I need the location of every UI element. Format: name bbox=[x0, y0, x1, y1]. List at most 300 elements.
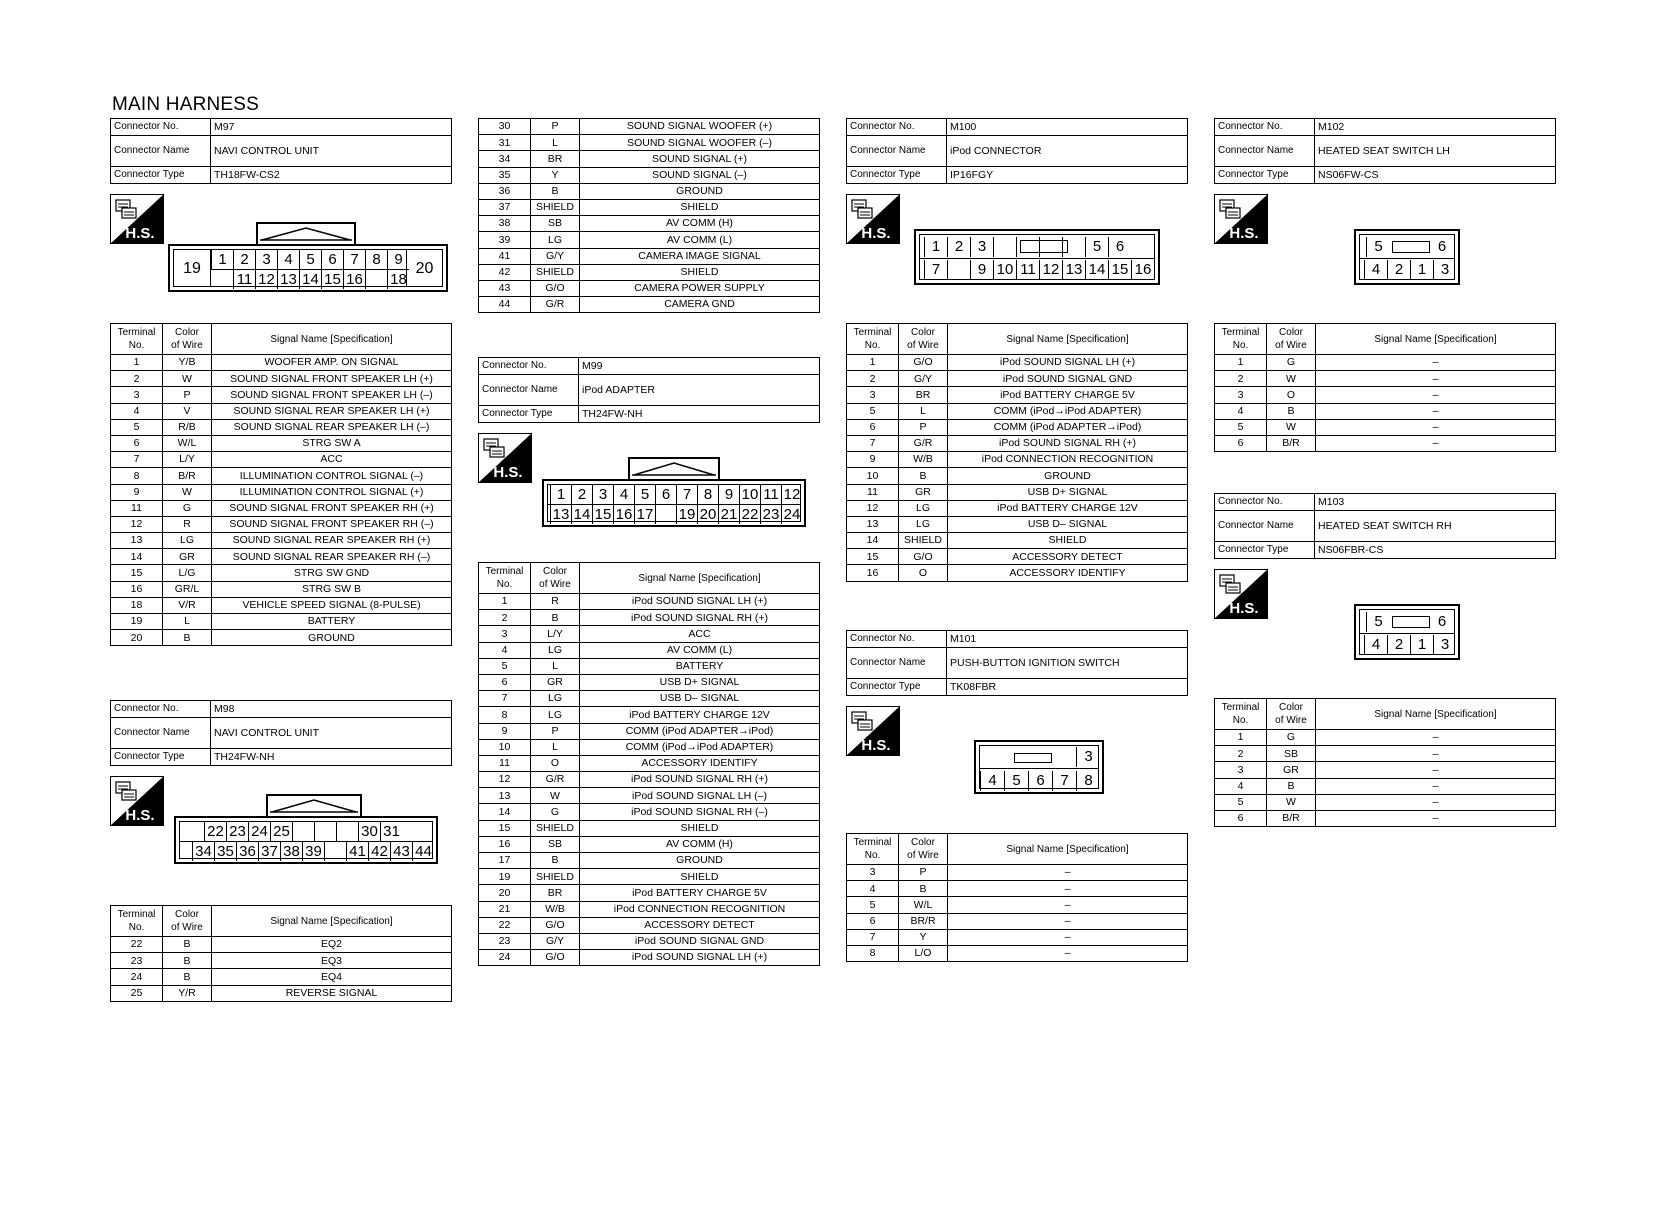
m97-connector-no: M97 bbox=[211, 119, 452, 136]
pin-cell: 4 bbox=[980, 771, 1004, 791]
signal-name: iPod SOUND SIGNAL RH (+) bbox=[580, 772, 820, 788]
wire-color: G/R bbox=[531, 297, 580, 313]
pin-cell: 38 bbox=[280, 842, 302, 861]
signal-name: EQ2 bbox=[212, 937, 452, 953]
header-terminal-no: Terminal No. bbox=[847, 324, 899, 355]
signal-name: EQ3 bbox=[212, 953, 452, 969]
pin-cell: 8 bbox=[365, 250, 387, 269]
table-row bbox=[847, 945, 1188, 961]
signal-name: – bbox=[1316, 403, 1556, 419]
wire-color: B bbox=[899, 881, 948, 897]
m98-connector-name: NAVI CONTROL UNIT bbox=[211, 718, 452, 749]
empty-pin bbox=[365, 270, 387, 289]
signal-name: iPod CONNECTION RECOGNITION bbox=[948, 452, 1188, 468]
pin-cell: 10 bbox=[993, 260, 1016, 280]
wire-color: G/Y bbox=[899, 371, 948, 387]
wire-color: W/L bbox=[899, 897, 948, 913]
signal-name: – bbox=[948, 929, 1188, 945]
table-row bbox=[479, 151, 820, 167]
signal-name: iPod CONNECTION RECOGNITION bbox=[580, 901, 820, 917]
wire-color: P bbox=[899, 865, 948, 881]
pin-cell: 17 bbox=[634, 505, 655, 524]
terminal-no: 20 bbox=[479, 885, 531, 901]
pin-cell: 35 bbox=[214, 842, 236, 861]
terminal-no: 10 bbox=[847, 468, 899, 484]
pin-cell: 14 bbox=[571, 505, 592, 524]
table-row bbox=[479, 723, 820, 739]
wire-color: G/Y bbox=[531, 248, 580, 264]
table-row bbox=[479, 950, 820, 966]
terminal-no: 2 bbox=[479, 610, 531, 626]
pin-cell: 5 bbox=[299, 250, 321, 269]
signal-name: USB D– SIGNAL bbox=[948, 516, 1188, 532]
wire-color: B bbox=[163, 969, 212, 985]
terminal-no: 2 bbox=[1215, 746, 1267, 762]
table-row bbox=[479, 594, 820, 610]
hs-label: H.S. bbox=[861, 225, 891, 242]
table-row bbox=[479, 280, 820, 296]
pin-cell: 24 bbox=[248, 822, 270, 841]
table-row bbox=[847, 881, 1188, 897]
hs-label: H.S. bbox=[1229, 600, 1259, 617]
terminal-no: 11 bbox=[111, 500, 163, 516]
signal-name: SOUND SIGNAL FRONT SPEAKER RH (+) bbox=[212, 500, 452, 516]
wire-color: LG bbox=[163, 533, 212, 549]
table-row bbox=[479, 885, 820, 901]
terminal-no: 42 bbox=[479, 264, 531, 280]
signal-name: ACC bbox=[212, 452, 452, 468]
pin-cell: 30 bbox=[358, 822, 380, 841]
wire-color: GR bbox=[899, 484, 948, 500]
hs-label: H.S. bbox=[1229, 225, 1259, 242]
wire-color: BR bbox=[531, 885, 580, 901]
m98-connector-no: M98 bbox=[211, 701, 452, 718]
table-row bbox=[1215, 419, 1556, 435]
terminal-no: 4 bbox=[111, 403, 163, 419]
wire-color: R/B bbox=[163, 419, 212, 435]
wire-color: LG bbox=[899, 516, 948, 532]
pin-cell: 9 bbox=[387, 250, 409, 269]
m99-signal-table bbox=[478, 562, 820, 966]
signal-name: BATTERY bbox=[580, 658, 820, 674]
signal-name: – bbox=[1316, 778, 1556, 794]
wire-color: P bbox=[531, 723, 580, 739]
m98-hs-icon bbox=[110, 776, 164, 826]
wire-color: LG bbox=[531, 707, 580, 723]
signal-name: ILLUMINATION CONTROL SIGNAL (–) bbox=[212, 468, 452, 484]
table-row bbox=[479, 869, 820, 885]
pin-cell: 11 bbox=[760, 485, 781, 504]
signal-name: USB D– SIGNAL bbox=[580, 691, 820, 707]
key-slot bbox=[1020, 240, 1068, 253]
table-row bbox=[1215, 387, 1556, 403]
pin-cell: 16 bbox=[613, 505, 634, 524]
table-row bbox=[479, 707, 820, 723]
pin-cell: 43 bbox=[390, 842, 412, 861]
terminal-no: 30 bbox=[479, 119, 531, 135]
wire-color: P bbox=[531, 119, 580, 135]
table-row bbox=[479, 199, 820, 215]
table-row bbox=[847, 565, 1188, 581]
table-row bbox=[479, 135, 820, 151]
table-row bbox=[111, 969, 452, 985]
terminal-no: 19 bbox=[479, 869, 531, 885]
signal-name: STRG SW B bbox=[212, 581, 452, 597]
signal-name: – bbox=[948, 865, 1188, 881]
header-color-of-wire: Color of Wire bbox=[531, 563, 580, 594]
signal-name: iPod SOUND SIGNAL GND bbox=[580, 933, 820, 949]
pin-cell: 13 bbox=[277, 270, 299, 289]
pin-cell: 3 bbox=[1433, 260, 1456, 280]
table-row bbox=[479, 183, 820, 199]
pin-cell: 7 bbox=[924, 260, 947, 280]
terminal-no: 16 bbox=[479, 836, 531, 852]
m100-connector-name: iPod CONNECTOR bbox=[947, 136, 1188, 167]
m100-hs-icon bbox=[846, 194, 900, 244]
signal-name: iPod BATTERY CHARGE 12V bbox=[580, 707, 820, 723]
table-row bbox=[479, 248, 820, 264]
terminal-no: 15 bbox=[479, 820, 531, 836]
pin-cell: 16 bbox=[343, 270, 365, 289]
terminal-no: 13 bbox=[847, 516, 899, 532]
signal-name: iPod BATTERY CHARGE 5V bbox=[948, 387, 1188, 403]
terminal-no: 12 bbox=[111, 516, 163, 532]
m100-info-table: Connector No. M100 Connector Name iPod CONNECTOR Connector Type IP16FGY bbox=[846, 118, 1188, 184]
table-row bbox=[111, 597, 452, 613]
terminal-no: 37 bbox=[479, 199, 531, 215]
pin-cell: 20 bbox=[697, 505, 718, 524]
terminal-no: 39 bbox=[479, 232, 531, 248]
pin-cell: 8 bbox=[1076, 771, 1100, 791]
terminal-no: 11 bbox=[847, 484, 899, 500]
wire-color: LG bbox=[531, 691, 580, 707]
table-row bbox=[479, 772, 820, 788]
wire-color: G/O bbox=[531, 950, 580, 966]
pin-cell: 42 bbox=[368, 842, 390, 861]
m97-connector-name: NAVI CONTROL UNIT bbox=[211, 136, 452, 167]
m99-connector-no: M99 bbox=[579, 358, 820, 375]
table-row bbox=[111, 614, 452, 630]
wire-color: G/O bbox=[899, 549, 948, 565]
table-row bbox=[847, 549, 1188, 565]
pin-cell: 5 bbox=[1366, 612, 1390, 632]
terminal-no: 14 bbox=[479, 804, 531, 820]
wire-color: W bbox=[163, 484, 212, 500]
table-row bbox=[847, 897, 1188, 913]
signal-name: – bbox=[948, 881, 1188, 897]
pin-cell: 3 bbox=[592, 485, 613, 504]
header-color-of-wire: Color of Wire bbox=[163, 324, 212, 355]
terminal-no: 7 bbox=[479, 691, 531, 707]
table-row bbox=[479, 642, 820, 658]
key-slot bbox=[1014, 753, 1052, 763]
table-row bbox=[479, 297, 820, 313]
table-row bbox=[1215, 435, 1556, 451]
pin-cell: 39 bbox=[302, 842, 324, 861]
wire-color: W bbox=[1267, 794, 1316, 810]
terminal-no: 3 bbox=[847, 865, 899, 881]
m103-signal-table bbox=[1214, 698, 1556, 827]
empty-pin bbox=[324, 842, 346, 861]
table-row bbox=[111, 403, 452, 419]
signal-name: AV COMM (L) bbox=[580, 232, 820, 248]
terminal-no: 2 bbox=[847, 371, 899, 387]
signal-name: GROUND bbox=[212, 630, 452, 646]
table-row bbox=[847, 929, 1188, 945]
terminal-no: 4 bbox=[1215, 778, 1267, 794]
terminal-no: 3 bbox=[479, 626, 531, 642]
hs-label: H.S. bbox=[493, 464, 523, 481]
terminal-no: 24 bbox=[479, 950, 531, 966]
signal-name: SHIELD bbox=[948, 533, 1188, 549]
terminal-no: 7 bbox=[847, 929, 899, 945]
wire-color: LG bbox=[531, 642, 580, 658]
wire-color: SB bbox=[531, 216, 580, 232]
terminal-no: 4 bbox=[1215, 403, 1267, 419]
wire-color: G bbox=[163, 500, 212, 516]
table-row bbox=[847, 533, 1188, 549]
signal-name: GROUND bbox=[580, 853, 820, 869]
signal-name: – bbox=[1316, 355, 1556, 371]
pin-cell: 3 bbox=[970, 237, 993, 257]
terminal-no: 35 bbox=[479, 167, 531, 183]
header-signal-name: Signal Name [Specification] bbox=[212, 324, 452, 355]
m97-hs-icon bbox=[110, 194, 164, 244]
wire-color: W bbox=[1267, 371, 1316, 387]
terminal-no: 3 bbox=[111, 387, 163, 403]
wire-color: B bbox=[163, 630, 212, 646]
pin-cell: 24 bbox=[781, 505, 802, 524]
table-row bbox=[479, 917, 820, 933]
terminal-no: 24 bbox=[111, 969, 163, 985]
pin-cell: 4 bbox=[1364, 260, 1387, 280]
header-terminal-no: Terminal No. bbox=[479, 563, 531, 594]
pin-cell: 3 bbox=[1076, 747, 1100, 767]
terminal-no: 3 bbox=[1215, 762, 1267, 778]
terminal-no: 8 bbox=[479, 707, 531, 723]
terminal-no: 22 bbox=[479, 917, 531, 933]
signal-name: SHIELD bbox=[580, 199, 820, 215]
signal-name: COMM (iPod ADAPTER→iPod) bbox=[948, 419, 1188, 435]
table-row bbox=[479, 804, 820, 820]
table-row bbox=[847, 419, 1188, 435]
wire-color: SHIELD bbox=[899, 533, 948, 549]
m101-signal-table bbox=[846, 833, 1188, 962]
table-row bbox=[847, 435, 1188, 451]
terminal-no: 4 bbox=[479, 642, 531, 658]
table-row bbox=[111, 500, 452, 516]
wire-color: B bbox=[1267, 778, 1316, 794]
pin-cell: 9 bbox=[970, 260, 993, 280]
table-row bbox=[111, 565, 452, 581]
table-row bbox=[111, 435, 452, 451]
terminal-no: 6 bbox=[847, 913, 899, 929]
table-row bbox=[479, 216, 820, 232]
pin-cell: 23 bbox=[226, 822, 248, 841]
empty-pin bbox=[292, 822, 314, 841]
signal-name: – bbox=[1316, 810, 1556, 826]
terminal-no: 6 bbox=[847, 419, 899, 435]
key-slot bbox=[1392, 241, 1430, 253]
wire-color: G/Y bbox=[531, 933, 580, 949]
terminal-no: 15 bbox=[847, 549, 899, 565]
wire-color: SHIELD bbox=[531, 264, 580, 280]
terminal-no: 9 bbox=[847, 452, 899, 468]
table-row bbox=[1215, 810, 1556, 826]
signal-name: SOUND SIGNAL WOOFER (–) bbox=[580, 135, 820, 151]
terminal-no: 6 bbox=[1215, 435, 1267, 451]
m98-info-table: Connector No. M98 Connector Name NAVI CONTROL UNIT Connector Type TH24FW-NH bbox=[110, 700, 452, 766]
pin-cell: 2 bbox=[947, 237, 970, 257]
signal-name: SHIELD bbox=[580, 820, 820, 836]
pin-cell: 11 bbox=[1016, 260, 1039, 280]
wire-color: L bbox=[163, 614, 212, 630]
signal-name: SOUND SIGNAL REAR SPEAKER RH (–) bbox=[212, 549, 452, 565]
signal-name: iPod SOUND SIGNAL LH (–) bbox=[580, 788, 820, 804]
pin-cell: 1 bbox=[550, 485, 571, 504]
empty-pin bbox=[314, 822, 336, 841]
terminal-no: 1 bbox=[479, 594, 531, 610]
wire-color: W bbox=[531, 788, 580, 804]
table-row bbox=[111, 419, 452, 435]
pin-cell: 1 bbox=[924, 237, 947, 257]
pin-cell: 18 bbox=[387, 270, 409, 289]
pin-cell: 36 bbox=[236, 842, 258, 861]
wire-color: O bbox=[899, 565, 948, 581]
signal-name: CAMERA GND bbox=[580, 297, 820, 313]
wire-color: B bbox=[899, 468, 948, 484]
pin-cell: 4 bbox=[1364, 635, 1387, 655]
pin-cell: 15 bbox=[592, 505, 613, 524]
signal-name: USB D+ SIGNAL bbox=[580, 674, 820, 690]
pin-cell: 6 bbox=[1028, 771, 1052, 791]
table-row bbox=[111, 630, 452, 646]
wire-color: W/L bbox=[163, 435, 212, 451]
table-row bbox=[847, 500, 1188, 516]
signal-name: BATTERY bbox=[212, 614, 452, 630]
table-row bbox=[847, 865, 1188, 881]
wire-color: L/Y bbox=[163, 452, 212, 468]
wire-color: LG bbox=[899, 500, 948, 516]
pin-cell: 13 bbox=[1062, 260, 1085, 280]
pin-cell: 20 bbox=[406, 250, 442, 286]
table-row bbox=[111, 468, 452, 484]
pin-cell: 44 bbox=[412, 842, 434, 861]
signal-name: – bbox=[1316, 435, 1556, 451]
pin-cell: 14 bbox=[299, 270, 321, 289]
pin-cell: 16 bbox=[1131, 260, 1154, 280]
table-row bbox=[479, 836, 820, 852]
signal-name: – bbox=[1316, 419, 1556, 435]
pin-cell: 25 bbox=[270, 822, 292, 841]
wire-color: BR bbox=[899, 387, 948, 403]
wire-color: W bbox=[1267, 419, 1316, 435]
wire-color: SB bbox=[1267, 746, 1316, 762]
wire-color: O bbox=[531, 755, 580, 771]
signal-name: iPod SOUND SIGNAL LH (+) bbox=[580, 950, 820, 966]
wire-color: GR bbox=[163, 549, 212, 565]
wire-color: G bbox=[1267, 730, 1316, 746]
wire-color: Y bbox=[899, 929, 948, 945]
m102-connector-type: NS06FW-CS bbox=[1315, 167, 1556, 184]
signal-name: ACCESSORY IDENTIFY bbox=[580, 755, 820, 771]
signal-name: ACCESSORY DETECT bbox=[580, 917, 820, 933]
terminal-no: 5 bbox=[479, 658, 531, 674]
terminal-no: 14 bbox=[847, 533, 899, 549]
wire-color: P bbox=[899, 419, 948, 435]
header-signal-name: Signal Name [Specification] bbox=[948, 324, 1188, 355]
pin-cell: 15 bbox=[321, 270, 343, 289]
terminal-no: 13 bbox=[479, 788, 531, 804]
table-row bbox=[479, 933, 820, 949]
signal-name: AV COMM (L) bbox=[580, 642, 820, 658]
wire-color: GR/L bbox=[163, 581, 212, 597]
pin-cell: 2 bbox=[233, 250, 255, 269]
terminal-no: 44 bbox=[479, 297, 531, 313]
m97-info-table: Connector No. M97 Connector Name NAVI CONTROL UNIT Connector Type TH18FW-CS2 bbox=[110, 118, 452, 184]
terminal-no: 10 bbox=[479, 739, 531, 755]
signal-name: SOUND SIGNAL FRONT SPEAKER RH (–) bbox=[212, 516, 452, 532]
signal-name: SHIELD bbox=[580, 264, 820, 280]
signal-name: – bbox=[948, 913, 1188, 929]
empty-pin bbox=[947, 260, 970, 280]
pin-cell: 3 bbox=[1433, 635, 1456, 655]
signal-name: GROUND bbox=[580, 183, 820, 199]
table-row bbox=[479, 264, 820, 280]
m99-connector-name: iPod ADAPTER bbox=[579, 375, 820, 406]
pin-cell: 5 bbox=[634, 485, 655, 504]
signal-name: – bbox=[1316, 730, 1556, 746]
terminal-no: 5 bbox=[1215, 794, 1267, 810]
terminal-no: 6 bbox=[111, 435, 163, 451]
wire-color: GR bbox=[531, 674, 580, 690]
pin-cell: 19 bbox=[183, 260, 201, 277]
table-row bbox=[111, 355, 452, 371]
terminal-no: 16 bbox=[847, 565, 899, 581]
table-row bbox=[479, 755, 820, 771]
wire-color: P bbox=[163, 387, 212, 403]
signal-name: SOUND SIGNAL FRONT SPEAKER LH (+) bbox=[212, 371, 452, 387]
m97-connector-type: TH18FW-CS2 bbox=[211, 167, 452, 184]
m100-connector-no: M100 bbox=[947, 119, 1188, 136]
table-row bbox=[479, 788, 820, 804]
pin-cell: 22 bbox=[204, 822, 226, 841]
m100-signal-table bbox=[846, 323, 1188, 582]
table-row bbox=[847, 371, 1188, 387]
signal-name: USB D+ SIGNAL bbox=[948, 484, 1188, 500]
wire-color: B bbox=[163, 953, 212, 969]
table-row bbox=[479, 820, 820, 836]
hs-label: H.S. bbox=[861, 737, 891, 754]
terminal-no: 3 bbox=[1215, 387, 1267, 403]
signal-name: SOUND SIGNAL FRONT SPEAKER LH (–) bbox=[212, 387, 452, 403]
pin-cell: 41 bbox=[346, 842, 368, 861]
signal-name: iPod SOUND SIGNAL LH (+) bbox=[580, 594, 820, 610]
wire-color: W/B bbox=[899, 452, 948, 468]
table-row bbox=[847, 355, 1188, 371]
pin-cell: 6 bbox=[655, 485, 676, 504]
pin-cell: 6 bbox=[1108, 237, 1131, 257]
terminal-no: 41 bbox=[479, 248, 531, 264]
terminal-no: 14 bbox=[111, 549, 163, 565]
wire-color: B bbox=[1267, 403, 1316, 419]
table-row bbox=[479, 691, 820, 707]
table-row bbox=[479, 232, 820, 248]
table-row bbox=[111, 452, 452, 468]
table-row bbox=[1215, 794, 1556, 810]
pin-cell: 14 bbox=[1085, 260, 1108, 280]
m99-connector-type: TH24FW-NH bbox=[579, 406, 820, 423]
